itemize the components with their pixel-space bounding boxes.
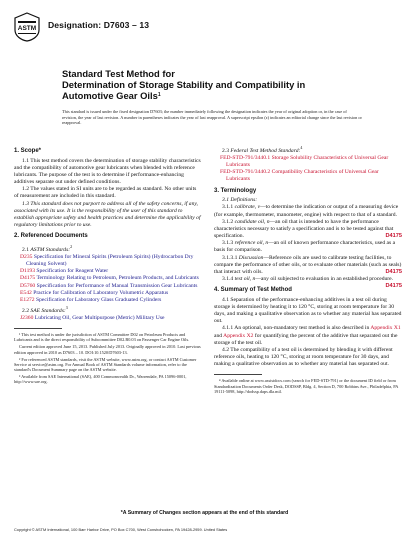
para-3-1-2: 3.1.2 candidate oil, n—an oil that is intended to have the performance characteristics necessary to satisfy a specification and is to be tested against that specification. D4175	[214, 218, 402, 240]
footnote-4: ³ Available from SAE International (SAE), 400 Commonwealth Dr., Warrendale, PA 15096-0001, http://www.sae.org.	[14, 374, 187, 385]
document-title	[62, 68, 362, 101]
para-4-2: 4.2 The compatibility of a test oil is determined by blending it with different reference oils, heating to 120 °C, storing at room temperature for 30 days, and making a qualitative observation as to whether any material has separated out.	[214, 346, 393, 368]
para-3-1-4: 3.1.4 test oil, n—any oil subjected to evaluation in an established procedure. D4175	[222, 276, 402, 290]
astm-logo	[14, 12, 40, 42]
federal-reference-1[interactable]: FED-STD-791/3440.1 Storage Solubility Characteristics of Universal Gear Lubricants	[220, 155, 389, 169]
d4175-ref-3[interactable]: D4175	[385, 283, 402, 290]
designation: Designation: D7603 – 13	[48, 20, 150, 30]
para-4-1-1: 4.1.1 An optional, non-mandatory test method is also described in Appendix X1 and Appendix X2 for quantifying the percent of the additive that separated out the storage of the test oil.	[214, 325, 401, 346]
astm-reference-e542[interactable]: E542 Practice for Calibration of Laboratory Volumetric Apparatus	[20, 289, 169, 296]
right-column	[214, 144, 402, 396]
title-line-3: Automotive Gear Oils$^1$	[62, 90, 161, 101]
footnote-3: ² For referenced ASTM standards, visit the ASTM website, www.astm.org, or contact ASTM Customer Service at service@astm.org. For Annual Book of ASTM Standards volume information, refer to the standard's Document Summary page on the ASTM website.	[14, 356, 197, 373]
appendix-x2-link[interactable]: Appendix X2	[223, 332, 254, 339]
footnote-divider	[14, 328, 62, 329]
astm-reference-d5760[interactable]: D5760 Specification for Performance of Manual Transmission Gear Lubricants	[20, 282, 198, 289]
para-3-1: 3.1 Definitions:	[222, 197, 258, 204]
section-2-heading: 2. Referenced Documents	[14, 233, 88, 240]
issuance-note: This standard is issued under the fixed designation D7603; the number immediately following the designation indicates the year of original adoption or, in the case of revision, the year of last revision. A number in parentheses indicates the year of last reapproval. A superscript epsilon (ε) indicates an editorial change since the last revision or reapproval.	[62, 109, 362, 126]
d4175-ref-2[interactable]: D4175	[385, 268, 402, 275]
title-line-1: Standard Test Method for	[62, 68, 175, 79]
para-2-1: 2.1 ASTM Standards:$^2$	[22, 243, 73, 253]
left-column	[14, 144, 202, 386]
para-2-3: 2.3 Federal Test Method Standard:$^4$	[222, 145, 303, 154]
astm-reference-d235[interactable]: D235 Specification for Mineral Spirits (Petroleum Spirits) (Hydrocarbon Dry Cleaning Solvent)	[20, 253, 194, 268]
title-line-2: Determination of Storage Stability and Compatibility in	[62, 79, 306, 90]
federal-reference-list	[214, 155, 402, 184]
section-3-heading: 3. Terminology	[214, 187, 257, 194]
footnotes-left	[14, 332, 202, 384]
svg-text:ASTM: ASTM	[17, 25, 37, 32]
para-2-2: 2.2 SAE Standards:$^3$	[22, 304, 68, 314]
footnote-divider-right	[214, 374, 262, 375]
summary-of-changes-note: *A Summary of Changes section appears at the end of this standard	[120, 510, 289, 516]
astm-reference-d1193[interactable]: D1193 Specification for Reagent Water	[20, 268, 109, 275]
section-4-heading: 4. Summary of Test Method	[214, 287, 292, 294]
federal-reference-2[interactable]: FED-STD-791/3440.2 Compatibility Characteristics of Universal Gear Lubricants	[220, 169, 379, 183]
para-3-1-3-1: 3.1.3.1 Discussion—Reference oils are used to calibrate testing facilities, to compare the performance of other oils, or to evaluate other materials (such as seals) that interact with oils. D4175	[214, 254, 402, 275]
para-1-2: 1.2 The values stated in SI units are to be regarded as standard. No other units of measurement are included in this standard.	[14, 186, 197, 200]
footnote-2: Current edition approved June 15, 2013. Published July 2013. Originally approved in 2010. Last previous edition approved in 2010 as D7603 – 10. DOI:10.1520/D7603-13.	[14, 344, 201, 355]
para-4-1: 4.1 Separation of the performance-enhancing additives in a test oil during storage is determined by heating it to 120 °C, storing at room temperature for 30 days, and making a qualitative observation as to whether any material has separated out.	[214, 296, 402, 325]
sae-reference[interactable]: J2360 Lubricating Oil, Gear Multipurpose (Metric) Military Use	[20, 315, 165, 321]
para-1-3: 1.3 This standard does not purport to address all of the safety concerns, if any, associated with its use. It is the responsibility of the user of this standard to establish appropriate safety and health practices and determine the applicability of regulatory limitations prior to use.	[14, 200, 201, 229]
d4175-ref-1[interactable]: D4175	[385, 233, 402, 240]
para-3-1-3: 3.1.3 reference oil, n—an oil of known performance characteristics, used as a basis for comparison.	[214, 240, 396, 254]
astm-reference-list	[14, 254, 202, 304]
para-1-1: 1.1 This test method covers the determination of storage stability characteristics and the compatibility of automotive gear lubricants when blended with reference lubricants. The purpose of the test is to determine if performance-enhancing additives separate out under defined conditions.	[14, 157, 201, 186]
footnote-4: ⁴ Available online at www.assistdocs.com (search for FED-STD-791) or the document ID field or from Standardization Documents Order Desk, DODSSP, Bldg. 4, Section D, 700 Robbins Ave., Philadelphia, PA 19111-5098, http://dodssp.daps.dla.mil.	[214, 378, 399, 394]
footnote-1: ¹ This test method is under the jurisdiction of ASTM Committee D02 on Petroleum Products and Lubricants and is the direct responsibility of Subcommittee D02.B0.03 on Passenger Car Engine Oils.	[14, 332, 190, 343]
astm-reference-d4175[interactable]: D4175 Terminology Relating to Petroleum, Petroleum Products, and Lubricants	[20, 275, 199, 282]
section-1-heading: 1. Scope*	[14, 148, 42, 154]
copyright-line: Copyright © ASTM International, 100 Barr Harbor Drive, PO Box C700, West Conshohocken, PA 19428-2959. United States	[14, 527, 228, 532]
astm-reference-e1272[interactable]: E1272 Specification for Laboratory Glass Graduated Cylinders	[20, 296, 162, 303]
appendix-x1-link[interactable]: Appendix X1	[370, 325, 401, 332]
para-3-1-1: 3.1.1 calibrate, v—to determine the indication or output of a measuring device (for example, thermometer, manometer, engine) with respect to that of a standard.	[214, 204, 399, 218]
